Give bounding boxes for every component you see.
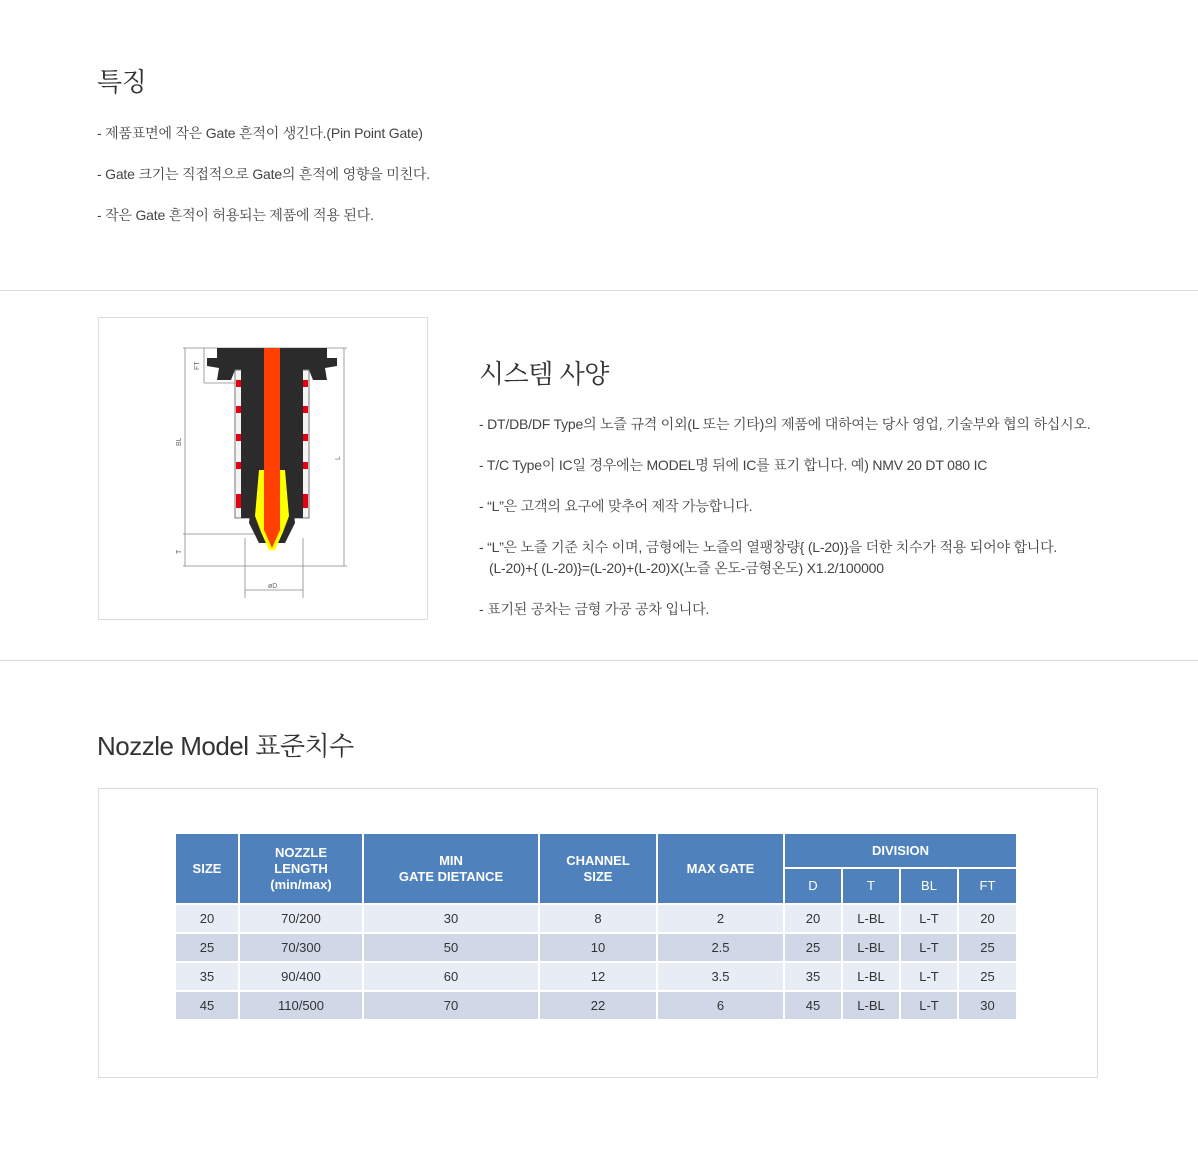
header-division: DIVISION: [785, 834, 1016, 867]
cell-channel: 10: [540, 934, 656, 961]
header-max-gate: MAX GATE: [658, 834, 783, 903]
header-size: SIZE: [176, 834, 238, 903]
nozzle-title: Nozzle Model 표준치수: [97, 731, 354, 761]
cell-t: L-BL: [843, 934, 899, 961]
system-item-1: - DT/DB/DF Type의 노즐 규격 이외(L 또는 기타)의 제품에 대하여는 당사 영업, 기술부와 협의 하십시오.: [479, 416, 1091, 432]
cell-channel: 12: [540, 963, 656, 990]
melt-channel: [264, 348, 280, 548]
cell-channel: 8: [540, 905, 656, 932]
system-item-4-formula: (L-20)+{ (L-20)}=(L-20)+(L-20)X(노즐 온도-금형온도) X1.2/100000: [489, 560, 884, 576]
system-item-5: - 표기된 공차는 금형 가공 공차 입니다.: [479, 601, 710, 617]
section-divider-2: [0, 660, 1198, 661]
header-nozzle-length: NOZZLE LENGTH (min/max): [240, 834, 362, 903]
header-bl: BL: [901, 869, 957, 903]
table-row: [176, 905, 1016, 932]
cell-d: 25: [785, 934, 841, 961]
label-d: øD: [268, 583, 278, 590]
cell-max-gate: 2: [658, 905, 783, 932]
cell-d: 45: [785, 992, 841, 1019]
header-min-gate-distance: MIN GATE DIETANCE: [364, 834, 538, 903]
cell-size: 20: [176, 905, 238, 932]
label-ft: FT: [194, 361, 201, 370]
nozzle-spec-table: [174, 832, 1018, 1021]
header-t: T: [843, 869, 899, 903]
cell-bl: L-T: [901, 934, 957, 961]
cell-nozzle-length: 70/300: [240, 934, 362, 961]
label-t: T: [176, 549, 183, 554]
label-bl: BL: [176, 437, 183, 446]
header-d: D: [785, 869, 841, 903]
cell-min-gate: 30: [364, 905, 538, 932]
features-item-3: - 작은 Gate 흔적이 허용되는 제품에 적용 된다.: [97, 207, 374, 223]
cell-min-gate: 50: [364, 934, 538, 961]
cell-min-gate: 60: [364, 963, 538, 990]
cell-t: L-BL: [843, 992, 899, 1019]
features-item-2: - Gate 크기는 직접적으로 Gate의 흔적에 영향을 미친다.: [97, 166, 430, 182]
cell-channel: 22: [540, 992, 656, 1019]
cell-bl: L-T: [901, 992, 957, 1019]
cell-min-gate: 70: [364, 992, 538, 1019]
cell-ft: 25: [959, 934, 1016, 961]
cell-bl: L-T: [901, 963, 957, 990]
cell-size: 25: [176, 934, 238, 961]
cell-ft: 25: [959, 963, 1016, 990]
label-l: L: [335, 456, 342, 460]
cell-size: 35: [176, 963, 238, 990]
cell-ft: 30: [959, 992, 1016, 1019]
cell-nozzle-length: 110/500: [240, 992, 362, 1019]
section-divider-1: [0, 290, 1198, 291]
cell-size: 45: [176, 992, 238, 1019]
cell-d: 35: [785, 963, 841, 990]
header-ft: FT: [959, 869, 1016, 903]
system-item-3: - “L”은 고객의 요구에 맞추어 제작 가능합니다.: [479, 498, 753, 514]
cell-t: L-BL: [843, 963, 899, 990]
table-row: [176, 992, 1016, 1019]
system-item-4: - “L”은 노즐 기준 치수 이며, 금형에는 노즐의 열팽창량{ (L-20)}을 더한 치수가 적용 되어야 합니다.: [479, 539, 1058, 555]
header-channel-size: CHANNEL SIZE: [540, 834, 656, 903]
nozzle-diagram-box: [98, 317, 428, 620]
table-row: [176, 934, 1016, 961]
cell-max-gate: 2.5: [658, 934, 783, 961]
cell-max-gate: 6: [658, 992, 783, 1019]
cell-bl: L-T: [901, 905, 957, 932]
cell-ft: 20: [959, 905, 1016, 932]
cell-max-gate: 3.5: [658, 963, 783, 990]
cell-d: 20: [785, 905, 841, 932]
nozzle-diagram: [99, 318, 429, 621]
table-row: [176, 963, 1016, 990]
features-item-1: - 제품표면에 작은 Gate 흔적이 생긴다.(Pin Point Gate): [97, 125, 423, 141]
cell-nozzle-length: 70/200: [240, 905, 362, 932]
system-title: 시스템 사양: [479, 359, 609, 389]
cell-t: L-BL: [843, 905, 899, 932]
features-title: 특징: [97, 67, 147, 97]
cell-nozzle-length: 90/400: [240, 963, 362, 990]
system-item-2: - T/C Type이 IC일 경우에는 MODEL명 뒤에 IC를 표기 합니다. 예) NMV 20 DT 080 IC: [479, 457, 988, 473]
